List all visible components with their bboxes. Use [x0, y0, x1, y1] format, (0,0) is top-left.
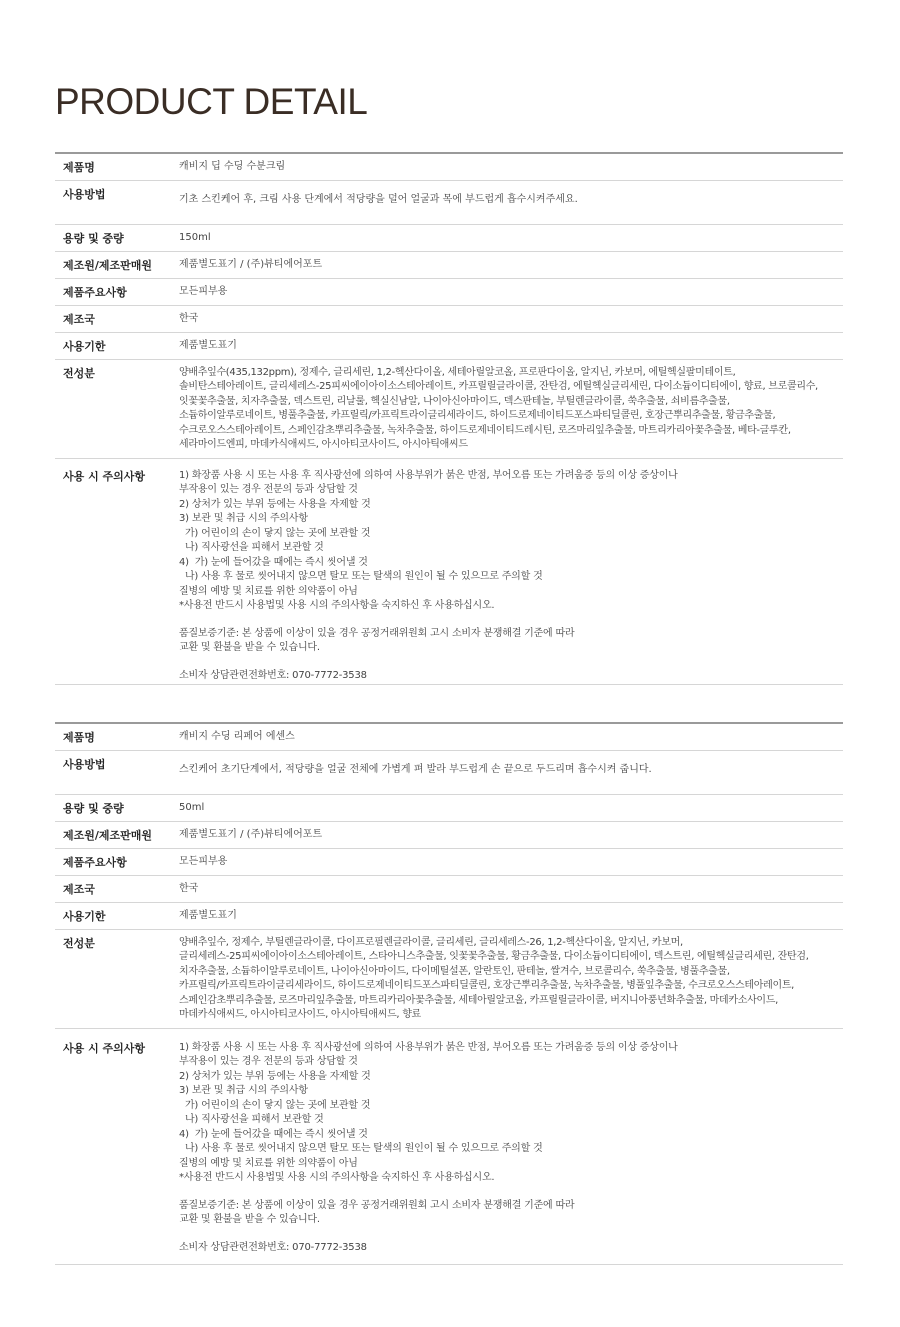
row-origin [55, 875, 843, 902]
consumer-phone: 소비자 상담관련전화번호: 070-7772-3538 [179, 1241, 367, 1253]
label-volume: 용량 및 중량 [55, 224, 173, 251]
value-origin: 한국 [173, 875, 843, 902]
row-ingredients [55, 929, 843, 1028]
row-origin [55, 305, 843, 332]
value-usage [173, 180, 843, 224]
label-maker: 제조원/제조판매원 [55, 251, 173, 278]
label-cautions: 사용 시 주의사항 [55, 458, 173, 684]
cautions-text: 1) 화장품 사용 시 또는 사용 후 직사광선에 의하여 사용부위가 붉은 반점, 부어오름 또는 가려움증 등의 이상 증상이나 부작용이 있는 경우 전문의 등과 상담할 것 2) 상처가 있는 부위 등에는 사용을 자제할 것 3) 보관 및 취급 시의 주의사항 가) 어린이의 손이 닿지 않는 곳에 보관할 것 나) 직사광선을 피해서 보관할 것 4) 가) 눈에 들어갔을 때에는 즉시 씻어낼 것 나) 사용 후 물로 씻어내지 않으면 탈모 또는 탈색의 원인이 될 수 있으므로 주의할 것 질병의 예방 및 치료를 위한 의약품이 아님 *사용전 반드시 사용법및 사용 시의 주의사항을 숙지하신 후 사용하십시오. [179, 1041, 678, 1183]
label-feature: 제품주요사항 [55, 278, 173, 305]
label-usage: 사용방법 [55, 750, 173, 794]
row-volume [55, 224, 843, 251]
label-maker: 제조원/제조판매원 [55, 821, 173, 848]
label-volume: 용량 및 중량 [55, 794, 173, 821]
label-feature: 제품주요사항 [55, 848, 173, 875]
row-ingredients [55, 359, 843, 458]
row-usage [55, 180, 843, 224]
usage-text: 기초 스킨케어 후, 크림 사용 단계에서 적당량을 덜어 얼굴과 목에 부드럽게 흡수시켜주세요. [179, 193, 578, 205]
value-product-name: 캐비지 수딩 리페어 에센스 [173, 723, 843, 750]
value-origin: 한국 [173, 305, 843, 332]
product-detail-table [55, 722, 843, 1265]
row-expiry [55, 332, 843, 359]
value-ingredients [173, 929, 843, 1028]
label-product-name: 제품명 [55, 153, 173, 180]
row-volume [55, 794, 843, 821]
label-ingredients: 전성분 [55, 359, 173, 458]
row-product-name [55, 153, 843, 180]
warranty-text: 품질보증기준: 본 상품에 이상이 있을 경우 공정거래위원회 고시 소비자 분쟁해결 기준에 따라 교환 및 환불을 받을 수 있습니다. [179, 627, 575, 653]
value-feature: 모든피부용 [173, 278, 843, 305]
label-product-name: 제품명 [55, 723, 173, 750]
ingredients-text: 양배추잎수, 정제수, 부틸렌글라이콜, 다이프로필렌글라이콜, 글리세린, 글리세레스-26, 1,2-헥산다이올, 알지닌, 카보머, 글리세레스-25피씨에이아이소스테아레이트, 스타아니스추출물, 잇꽃꽃추출물, 황금추출물, 다이소듐이디티에이, 덱스트린, 에틸헥실글리세린, 잔탄검, 치자추출물, 소듐하이알루로네이트, 나이아신아마이드, 다이메틸설폰, 알란토인, 판테놀, 쌀겨수, 브로콜리수, 쑥추출물, 병풀추출물, 카프릴릭/카프릭트라이글리세라이드, 하이드로제네이티드포스파티딜콜린, 호장근뿌리추출물, 녹차추출물, 병풀잎추출물, 수크로오스스테아레이트, 스페인감초뿌리추출물, 로즈마리잎추출물, 마트리카리아꽃추출물, 세테아릴알코올, 카프릴릴글라이콜, 버지니아풍년화추출물, 마데카소사이드, 마데카식애씨드, 아시아티코사이드, 아시아틱애씨드, 향료 [179, 936, 809, 1020]
value-volume: 150ml [173, 224, 843, 251]
value-product-name: 캐비지 딥 수딩 수분크림 [173, 153, 843, 180]
label-usage: 사용방법 [55, 180, 173, 224]
product-detail-table [55, 152, 843, 685]
row-product-name [55, 723, 843, 750]
value-cautions [173, 458, 843, 684]
value-cautions [173, 1028, 843, 1264]
usage-text: 스킨케어 초기단계에서, 적당량을 얼굴 전체에 가볍게 펴 발라 부드럽게 손 끝으로 두드리며 흡수시켜 줍니다. [179, 763, 652, 775]
label-origin: 제조국 [55, 305, 173, 332]
row-maker [55, 821, 843, 848]
value-expiry: 제품별도표기 [173, 902, 843, 929]
label-expiry: 사용기한 [55, 332, 173, 359]
row-expiry [55, 902, 843, 929]
ingredients-text: 양배추잎수(435,132ppm), 정제수, 글리세린, 1,2-헥산다이올, 세테아릴알코올, 프로판다이올, 알지닌, 카보머, 에틸헥실팔미테이트, 솔비탄스테아레이트, 글리세레스-25피씨에이아이소스테아레이트, 카프릴릴글라이콜, 잔탄검, 에틸헥실글리세린, 다이소듐이디티에이, 향료, 브로콜리수, 잇꽃꽃추출물, 치자추출물, 덱스트린, 리날룰, 헥실신남알, 나이아신아마이드, 덱스판테놀, 부틸렌글라이콜, 쑥추출물, 쇠비름추출물, 소듐하이알루로네이트, 병풀추출물, 카프릴릭/카프릭트라이글리세라이드, 하이드로제네이티드포스파티딜콜린, 호장근뿌리추출물, 황금추출물, 수크로오스스테아레이트, 스페인감초뿌리추출물, 녹차추출물, 하이드로제네이티드레시틴, 로즈마리잎추출물, 마트리카리아꽃추출물, 베타-글루칸, 세라마이드엔피, 마데카식애씨드, 아시아티코사이드, 아시아틱애씨드 [179, 366, 818, 450]
value-volume: 50ml [173, 794, 843, 821]
label-ingredients: 전성분 [55, 929, 173, 1028]
value-usage [173, 750, 843, 794]
row-cautions [55, 458, 843, 684]
label-origin: 제조국 [55, 875, 173, 902]
value-ingredients [173, 359, 843, 458]
label-expiry: 사용기한 [55, 902, 173, 929]
row-feature [55, 848, 843, 875]
value-maker: 제품별도표기 / (주)뷰티에어포트 [173, 821, 843, 848]
cautions-text: 1) 화장품 사용 시 또는 사용 후 직사광선에 의하여 사용부위가 붉은 반점, 부어오름 또는 가려움증 등의 이상 증상이나 부작용이 있는 경우 전문의 등과 상담할 것 2) 상처가 있는 부위 등에는 사용을 자제할 것 3) 보관 및 취급 시의 주의사항 가) 어린이의 손이 닿지 않는 곳에 보관할 것 나) 직사광선을 피해서 보관할 것 4) 가) 눈에 들어갔을 때에는 즉시 씻어낼 것 나) 사용 후 물로 씻어내지 않으면 탈모 또는 탈색의 원인이 될 수 있으므로 주의할 것 질병의 예방 및 치료를 위한 의약품이 아님 *사용전 반드시 사용법및 사용 시의 주의사항을 숙지하신 후 사용하십시오. [179, 469, 678, 611]
row-cautions [55, 1028, 843, 1264]
value-maker: 제품별도표기 / (주)뷰티에어포트 [173, 251, 843, 278]
page-title: PRODUCT DETAIL [55, 81, 368, 122]
value-feature: 모든피부용 [173, 848, 843, 875]
row-maker [55, 251, 843, 278]
warranty-text: 품질보증기준: 본 상품에 이상이 있을 경우 공정거래위원회 고시 소비자 분쟁해결 기준에 따라 교환 및 환불을 받을 수 있습니다. [179, 1199, 575, 1225]
consumer-phone: 소비자 상담관련전화번호: 070-7772-3538 [179, 669, 367, 681]
value-expiry: 제품별도표기 [173, 332, 843, 359]
label-cautions: 사용 시 주의사항 [55, 1028, 173, 1264]
row-usage [55, 750, 843, 794]
row-feature [55, 278, 843, 305]
